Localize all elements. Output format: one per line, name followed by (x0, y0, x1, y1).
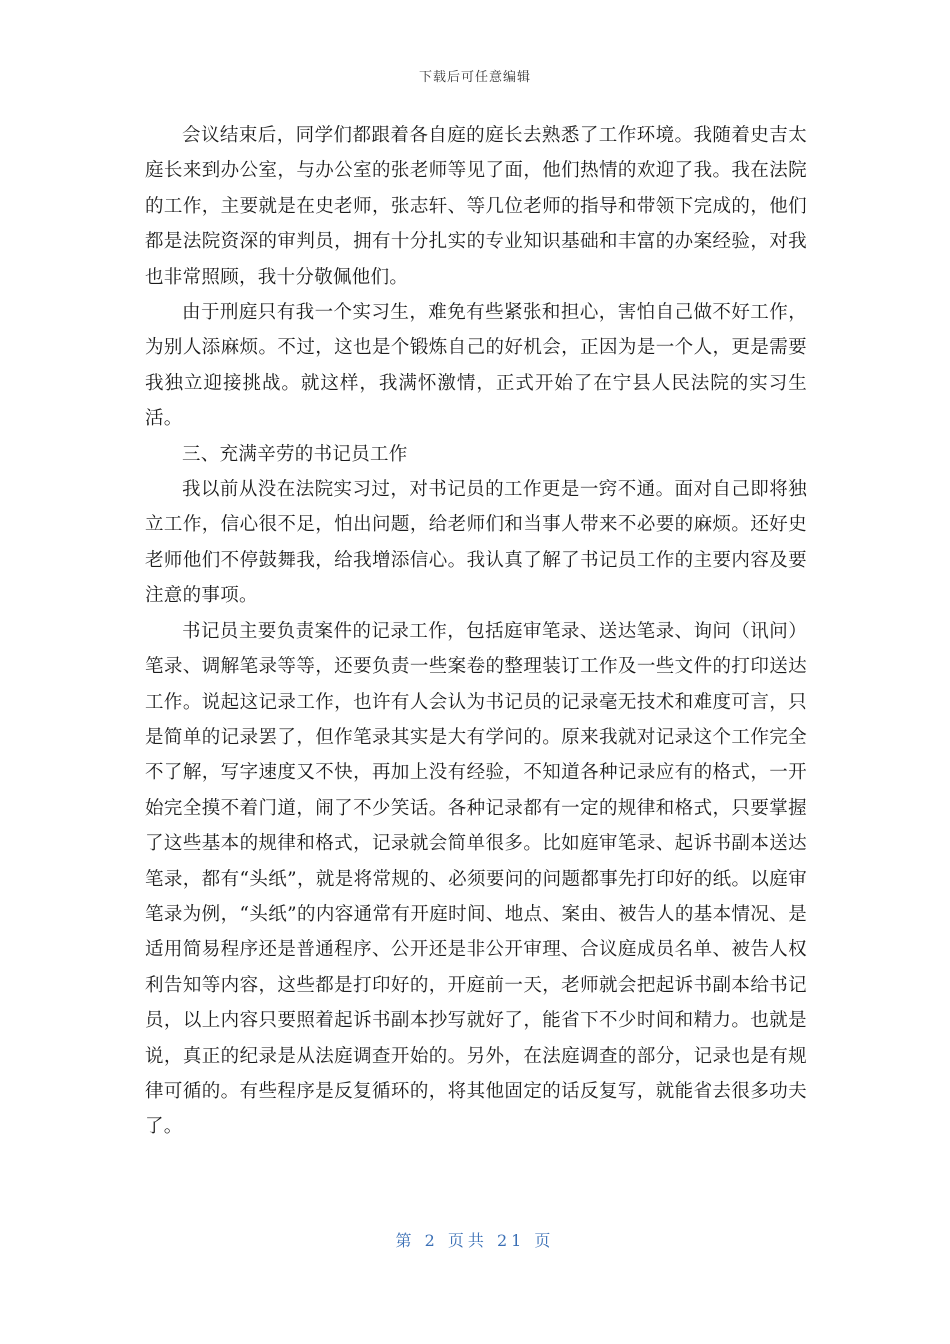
paragraph-clerk-duties: 书记员主要负责案件的记录工作，包括庭审笔录、送达笔录、询问（讯问）笔录、调解笔录等等，还要负责一些案卷的整理装订工作及一些文件的打印送达工作。说起这记录工作，也许有人会认为书记员的记录毫无技术和难度可言，只是简单的记录罢了，但作笔录其实是大有学问的。原来我就对记录这个工作完全不了解，写字速度又不快，再加上没有经验，不知道各种记录应有的格式，一开始完全摸不着门道，闹了不少笑话。各种记录都有一定的规律和格式，只要掌握了这些基本的规律和格式，记录就会简单很多。比如庭审笔录、起诉书副本送达笔录，都有“头纸”，就是将常规的、必须要问的问题都事先打印好的纸。以庭审笔录为例，“头纸”的内容通常有开庭时间、地点、案由、被告人的基本情况、是适用简易程序还是普通程序、公开还是非公开审理、合议庭成员名单、被告人权利告知等内容，这些都是打印好的，开庭前一天，老师就会把起诉书副本给书记员，以上内容只要照着起诉书副本抄写就好了，能省下不少时间和精力。也就是说，真正的纪录是从法庭调查开始的。另外，在法庭调查的部分，记录也是有规律可循的。有些程序是反复循环的，将其他固定的话反复写，就能省去很多功夫了。 (145, 620, 807, 1138)
paragraph-meeting-end: 会议结束后，同学们都跟着各自庭的庭长去熟悉了工作环境。我随着史吉太庭长来到办公室，与办公室的张老师等见了面，他们热情的欢迎了我。我在法院的工作，主要就是在史老师，张志轩、等几位老师的指导和带领下完成的，他们都是法院资深的审判员，拥有十分扎实的专业知识基础和丰富的办案经验，对我也非常照顾，我十分敬佩他们。 (145, 125, 807, 288)
section-heading-clerk-work: 三、充满辛劳的书记员工作 (182, 443, 408, 465)
header-note: 下载后可任意编辑 (418, 70, 531, 85)
paragraph-sole-intern: 由于刑庭只有我一个实习生，难免有些紧张和担心，害怕自己做不好工作，为别人添麻烦。不过，这也是个锻炼自己的好机会，正因为是一个人，更是需要我独立迎接挑战。就这样，我满怀激情，正式开始了在宁县人民法院的实习生活。 (145, 302, 807, 430)
page-number-footer: 第 2 页共 21 页 (395, 1231, 555, 1250)
paragraph-no-experience: 我以前从没在法院实习过，对书记员的工作更是一窍不通。面对自己即将独立工作，信心很不足，怕出问题，给老师们和当事人带来不必要的麻烦。还好史老师他们不停鼓舞我，给我增添信心。我认真了解了书记员工作的主要内容及要注意的事项。 (145, 479, 807, 607)
document-body (145, 118, 807, 1145)
